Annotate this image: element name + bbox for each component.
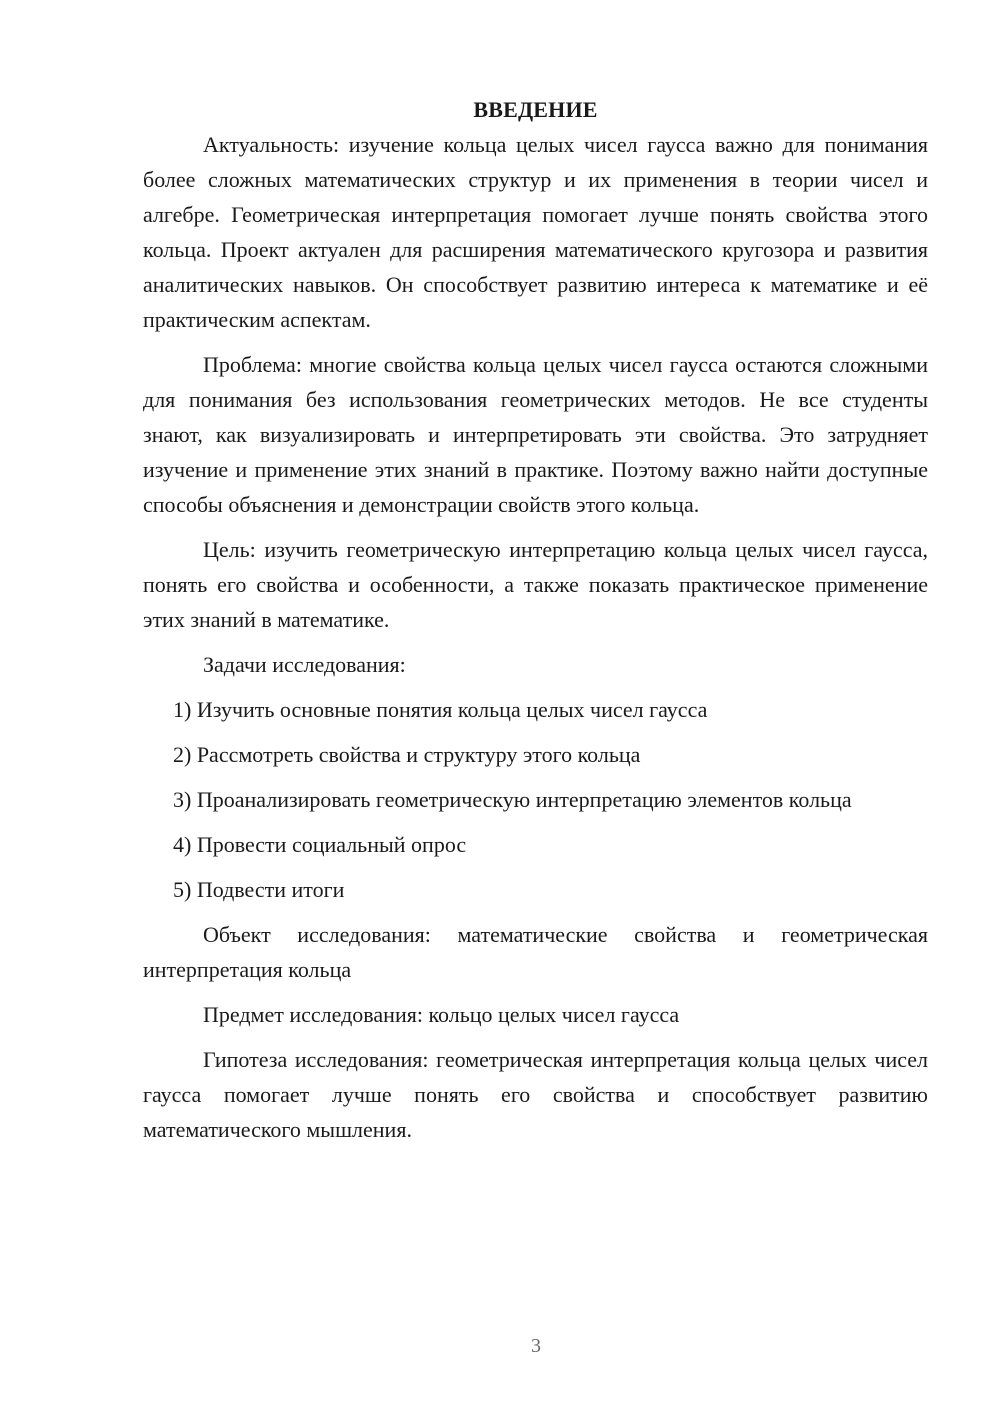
relevance-paragraph: Актуальность: изучение кольца целых чисел гаусса важно для понимания более сложных математических структур и их применения в теории чисел и алгебре. Геометрическая интерпретация помогает лучше понять свойства этого кольца. Проект актуален для расширения математического кругозора и развития аналитических навыков. Он способствует развитию интереса к математике и её практическим аспектам. <box>143 132 928 332</box>
page-number: 3 <box>531 1335 541 1357</box>
object-paragraph: Объект исследования: математические свойства и геометрическая интерпретация кольца <box>143 922 928 982</box>
task-item-1: 1) Изучить основные понятия кольца целых чисел гаусса <box>173 697 708 722</box>
tasks-title: Задачи исследования: <box>203 652 406 677</box>
goal-paragraph: Цель: изучить геометрическую интерпретацию кольца целых чисел гаусса, понять его свойства и особенности, а также показать практическое применение этих знаний в математике. <box>143 537 928 632</box>
task-item-4: 4) Провести социальный опрос <box>173 832 467 857</box>
page-content <box>143 92 928 1147</box>
hypothesis-paragraph: Гипотеза исследования: геометрическая интерпретация кольца целых чисел гаусса помогает лучше понять его свойства и способствует развитию математического мышления. <box>143 1047 928 1142</box>
task-item-2: 2) Рассмотреть свойства и структуру этого кольца <box>173 742 641 767</box>
subject-paragraph: Предмет исследования: кольцо целых чисел гаусса <box>203 1002 680 1027</box>
task-item-3: 3) Проанализировать геометрическую интерпретацию элементов кольца <box>173 787 852 812</box>
problem-paragraph: Проблема: многие свойства кольца целых чисел гаусса остаются сложными для понимания без использования геометрических методов. Не все студенты знают, как визуализировать и интерпретировать эти свойства. Это затрудняет изучение и применение этих знаний в практике. Поэтому важно найти доступные способы объяснения и демонстрации свойств этого кольца. <box>143 352 928 517</box>
section-heading: ВВЕДЕНИЕ <box>473 97 598 122</box>
task-item-5: 5) Подвести итоги <box>173 877 345 902</box>
